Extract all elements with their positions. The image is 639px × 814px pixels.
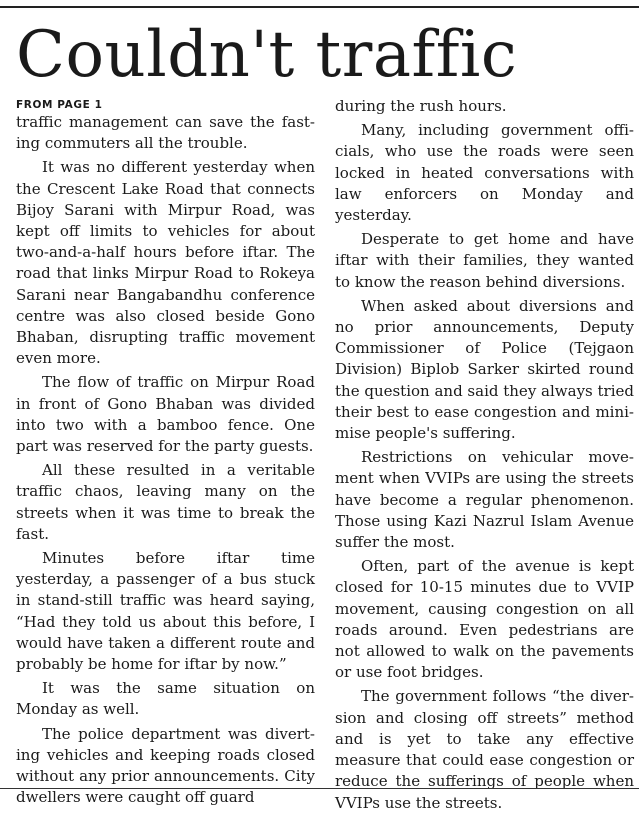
paragraph: during the rush hours.: [335, 97, 507, 115]
paragraph: Often, part of the avenue is kept closed for 10-15 minutes due to VVIP movement, causing congestion on all roads around. Even pedestrians are not allowed to walk on the pavements or use foot bridges.: [335, 557, 634, 682]
paragraph: traffic management can save the fast-ing commuters all the trouble.: [16, 113, 315, 153]
headline: Couldn't traffic: [16, 18, 518, 92]
paragraph: It was no different yesterday when the Crescent Lake Road that connects Bijoy Sarani with Mirpur Road, was kept off limits to vehicles for about two-and-a-half hours before iftar. The road that links Mirpur Road to Rokeya Sarani near Bangabandhu conference centre was also closed beside Gono Bhaban, disrupting traffic movement even more.: [16, 158, 315, 368]
paragraph: The police department was divert-ing vehicles and keeping roads closed without any prior announcements. City dwellers were caught off guard: [16, 724, 315, 807]
paragraph: It was the same situation on Monday as well.: [16, 679, 315, 719]
paragraph: All these resulted in a veritable traffic chaos, leaving many on the streets when it was time to break the fast.: [16, 461, 315, 543]
paragraph: The government follows “the diver-sion and closing off streets” method and is yet to take any effective measure that could ease congestion or reduce the sufferings of people when VVIPs use the streets.: [335, 687, 634, 812]
paragraph: When asked about diversions and no prior announcements, Deputy Commissioner of Police (Tejgaon Division) Biplob Sarker skirted round the question and said they always tried their best to ease congestion and mini-mise people's suffering.: [335, 296, 634, 443]
paragraph: Minutes before iftar time yesterday, a passenger of a bus stuck in stand-still traffic was heard saying, “Had they told us about this before, I would have taken a different route and probably be home for iftar by now.”: [16, 549, 315, 674]
paragraph: Many, including government offi-cials, who use the roads were seen locked in heated conversations with law enforcers on Monday and yesterday.: [335, 121, 634, 225]
right-column: [335, 96, 634, 814]
top-rule: [0, 6, 639, 8]
continuation-kicker: FROM PAGE 1: [16, 99, 103, 111]
paragraph: Desperate to get home and have iftar with their families, they wanted to know the reason behind diversions.: [335, 230, 634, 291]
paragraph: The flow of traffic on Mirpur Road in front of Gono Bhaban was divided into two with a bamboo fence. One part was reserved for the party guests.: [16, 373, 315, 456]
paragraph: Restrictions on vehicular move-ment when VVIPs are using the streets have become a regular phenomenon. Those using Kazi Nazrul Islam Avenue suffer the most.: [335, 448, 634, 552]
left-column: [16, 96, 315, 809]
bottom-rule: [0, 788, 639, 789]
